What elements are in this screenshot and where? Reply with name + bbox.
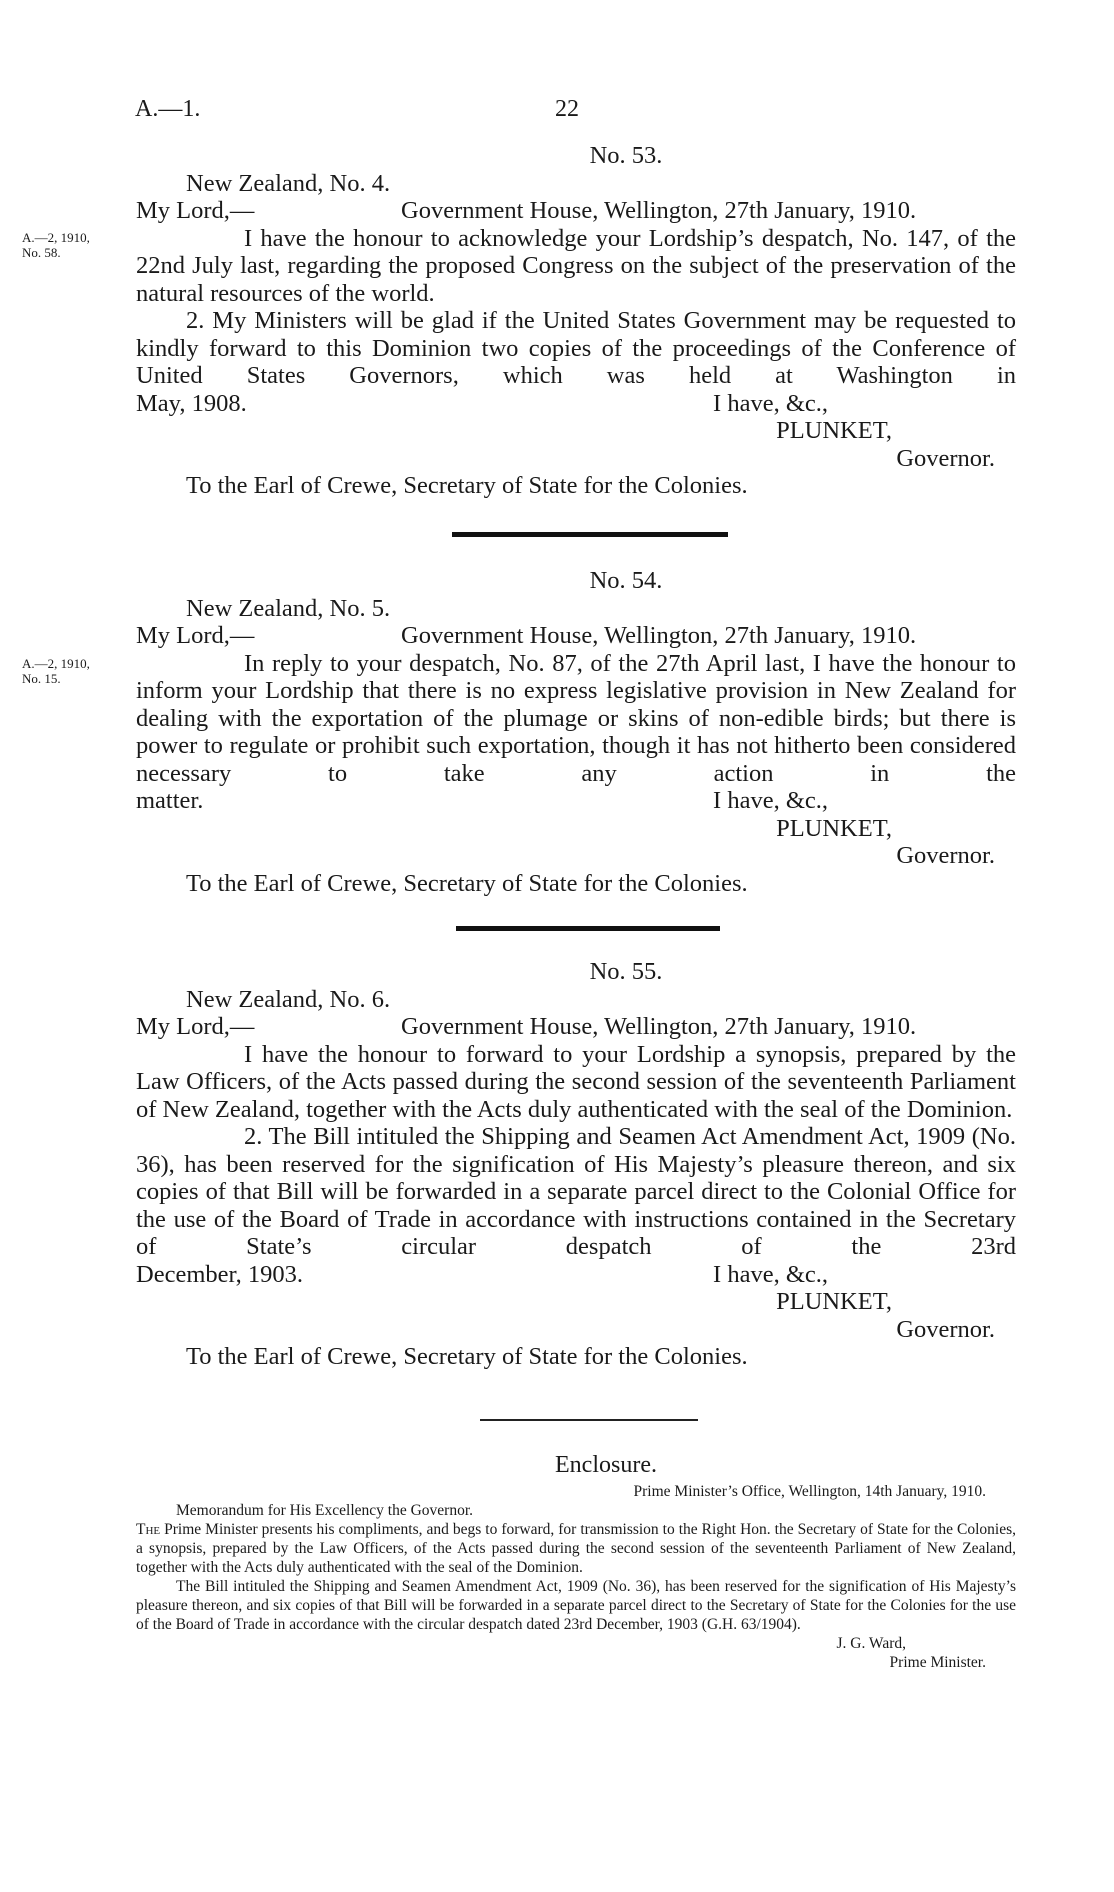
enclosure-heading: Enclosure.: [555, 1452, 657, 1478]
section-divider: [452, 532, 728, 537]
enclosure-paragraph-1: The Prime Minister presents his compliments, and begs to forward, for transmission to the Right Hon. the Secretary of State for the Colonies, a synopsis, prepared by the Law Officers, of the Acts passed during the second session of the seventeenth Parliament of New Zealand, together with the Acts duly authenticated with the seal of the Dominion.: [136, 1521, 1016, 1576]
letter-55: [136, 958, 1016, 1371]
salutation-row: [136, 1013, 1016, 1041]
nz-reference: New Zealand, No. 5.: [186, 594, 391, 622]
signature: PLUNKET,: [776, 1288, 892, 1315]
signature: PLUNKET,: [776, 417, 892, 444]
signature-title: Governor.: [896, 444, 995, 472]
salutation: My Lord,—: [136, 197, 255, 224]
enclosure-office-date: Prime Minister’s Office, Wellington, 14th January, 1910.: [633, 1483, 986, 1500]
salutation: My Lord,—: [136, 1013, 255, 1040]
salutation-row: [136, 622, 1016, 650]
margin-reference-54: A.—2, 1910, No. 15.: [22, 656, 90, 686]
enclosure-signatory-title: Prime Minister.: [889, 1654, 986, 1671]
place-date: Government House, Wellington, 27th January, 1910.: [401, 1013, 917, 1040]
addressee: To the Earl of Crewe, Secretary of State for the Colonies.: [186, 1343, 748, 1370]
section-divider: [456, 926, 720, 931]
last-line: December, 1903.: [136, 1260, 304, 1288]
document-reference: A.—1.: [135, 96, 201, 122]
addressee: To the Earl of Crewe, Secretary of State for the Colonies.: [186, 472, 748, 499]
salutation: My Lord,—: [136, 622, 255, 649]
letter-53: [136, 142, 1016, 500]
lead-word: The: [136, 1521, 161, 1538]
enclosure-memo: Memorandum for His Excellency the Governor.: [176, 1502, 473, 1519]
enclosure-divider: [480, 1419, 698, 1421]
closing: I have, &c.,: [713, 787, 828, 814]
page-number: 22: [555, 96, 579, 122]
letter-54: [136, 567, 1016, 897]
closing: I have, &c.,: [713, 1260, 828, 1288]
closing: I have, &c.,: [713, 389, 828, 417]
paragraph: I have the honour to acknowledge your Lordship’s despatch, No. 147, of the 22nd July last, regarding the proposed Congress on the subject of the preservation of the natural resources of the world.: [136, 224, 1016, 307]
letter-number: No. 55.: [589, 958, 663, 985]
paragraph: 2. My Ministers will be glad if the United States Government may be requested to kindly forward to this Dominion two copies of the proceedings of the Conference of United States Governors, which was held at Washington in: [136, 307, 1016, 389]
place-date: Government House, Wellington, 27th January, 1910.: [401, 622, 917, 649]
signature-title: Governor.: [896, 1315, 995, 1343]
paragraph: In reply to your despatch, No. 87, of the 27th April last, I have the honour to inform your Lordship that there is no express legislative provision in New Zealand for dealing with the exportation of the plumage or skins of non-edible birds; but there is power to regulate or prohibit such exportation, though it has not hitherto been considered necessary to take any action in the: [136, 649, 1016, 787]
paragraph: I have the honour to forward to your Lordship a synopsis, prepared by the Law Officers, of the Acts passed during the second session of the seventeenth Parliament of New Zealand, together with the Acts duly authenticated with the seal of the Dominion.: [136, 1040, 1016, 1123]
last-line: matter.: [136, 787, 204, 814]
nz-reference: New Zealand, No. 6.: [186, 985, 391, 1013]
enclosure: [136, 1450, 1016, 1672]
enclosure-signatory: J. G. Ward,: [836, 1635, 906, 1652]
addressee: To the Earl of Crewe, Secretary of State for the Colonies.: [186, 869, 748, 897]
salutation-row: [136, 197, 1016, 225]
place-date: Government House, Wellington, 27th January, 1910.: [401, 197, 917, 224]
last-line: May, 1908.: [136, 389, 247, 417]
closing-row: [136, 787, 1016, 815]
nz-reference: New Zealand, No. 4.: [186, 169, 391, 197]
margin-reference-53: A.—2, 1910, No. 58.: [22, 230, 90, 260]
signature-title: Governor.: [896, 842, 995, 869]
signature: PLUNKET,: [776, 814, 892, 842]
letter-number: No. 54.: [589, 567, 663, 594]
paragraph: 2. The Bill intituled the Shipping and Seamen Act Amendment Act, 1909 (No. 36), has been reserved for the signification of His Majesty’s pleasure thereon, and six copies of that Bill will be forwarded in a separate parcel direct to the Colonial Office for the use of the Board of Trade in accordance with instructions contained in the Secretary of State’s circular despatch of the 23rd: [136, 1123, 1016, 1260]
closing-row: [136, 390, 1016, 418]
enclosure-paragraph-2: The Bill intituled the Shipping and Seamen Amendment Act, 1909 (No. 36), has been reserved for the signification of His Majesty’s pleasure thereon, and six copies of that Bill will be forwarded in a separate parcel direct to the Secretary of State for the Colonies for the use of the Board of Trade in accordance with the circular despatch dated 23rd December, 1903 (G.H. 63/1904).: [136, 1578, 1016, 1633]
letter-number: No. 53.: [589, 142, 663, 169]
closing-row: [136, 1261, 1016, 1289]
